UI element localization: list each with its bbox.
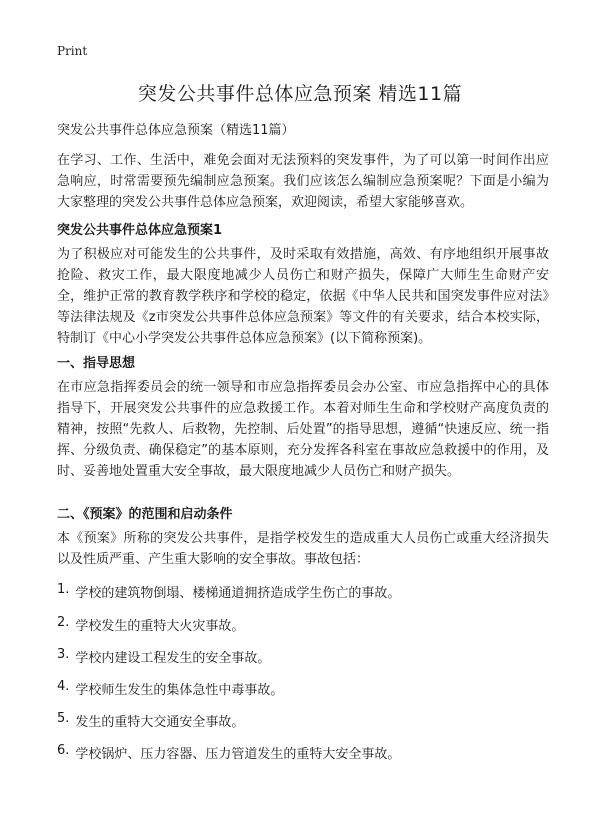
list-item [57, 743, 400, 762]
page-title: 突发公共事件总体应急预案 精选11篇 [137, 83, 463, 105]
list-number: 3. [57, 647, 70, 662]
document-subtitle: 突发公共事件总体应急预案（精选11篇） [57, 123, 295, 138]
intro-paragraph: 在学习、工作、生活中，难免会面对无法预料的突发事件，为了可以第一时间作出应急响应，时常需要预先编制应急预案。我们应该怎么编制应急预案呢？下面是小编为大家整理的突发公共事件总体应急预案，欢迎阅读，希望大家能够喜欢。 [57, 153, 549, 210]
list-text: 发生的重特大交通安全事故。 [75, 715, 245, 730]
list-text: 学校内建设工程发生的安全事故。 [75, 651, 271, 666]
list-item [57, 615, 244, 634]
list-number: 1. [57, 582, 70, 597]
print-link[interactable]: Print [57, 44, 88, 58]
list-item [57, 711, 244, 730]
guiding-heading: 一、指导思想 [57, 356, 136, 371]
list-number: 2. [57, 615, 70, 630]
list-text: 学校师生发生的集体急性中毒事故。 [75, 683, 284, 698]
scope-paragraph: 本《预案》所称的突发公共事件，是指学校发生的造成重大人员伤亡或重大经济损失以及性质严重、产生重大影响的安全事故。事故包括： [57, 531, 549, 567]
list-item [57, 679, 283, 698]
list-text: 学校锅炉、压力容器、压力管道发生的重特大安全事故。 [75, 747, 401, 762]
list-number: 6. [57, 743, 70, 758]
list-item [57, 647, 270, 666]
list-item [57, 582, 400, 601]
section-paragraph: 为了积极应对可能发生的公共事件，及时采取有效措施，高效、有序地组织开展事故抢险、救灾工作，最大限度地减少人员伤亡和财产损失，保障广大师生生命财产安全，维护正常的教育教学秩序和学校的稳定，依据《中华人民共和国突发事件应对法》等法律法规及《z市突发公共事件总体应急预案》等文件的有关要求，结合本校实际，特制订《中心小学突发公共事件总体应急预案》(以下简称预案)。 [57, 247, 549, 346]
list-text: 学校发生的重特大火灾事故。 [75, 619, 245, 634]
scope-heading: 二、《预案》的范围和启动条件 [57, 507, 233, 522]
section-heading: 突发公共事件总体应急预案1 [57, 223, 223, 238]
guiding-paragraph: 在市应急指挥委员会的统一领导和市应急指挥委员会办公室、市应急指挥中心的具体指导下，开展突发公共事件的应急救援工作。本着对师生生命和学校财产高度负责的精神，按照“先救人、后救物，先控制、后处置”的指导思想，遵循“快速反应、统一指挥、分级负责、确保稳定”的基本原则，充分发挥各科室在事故应急救援中的作用，及时、妥善地处置重大安全事故，最大限度地减少人员伤亡和财产损失。 [57, 380, 549, 479]
list-text: 学校的建筑物倒塌、楼梯通道拥挤造成学生伤亡的事故。 [75, 586, 401, 601]
list-number: 5. [57, 711, 70, 726]
list-number: 4. [57, 679, 70, 694]
